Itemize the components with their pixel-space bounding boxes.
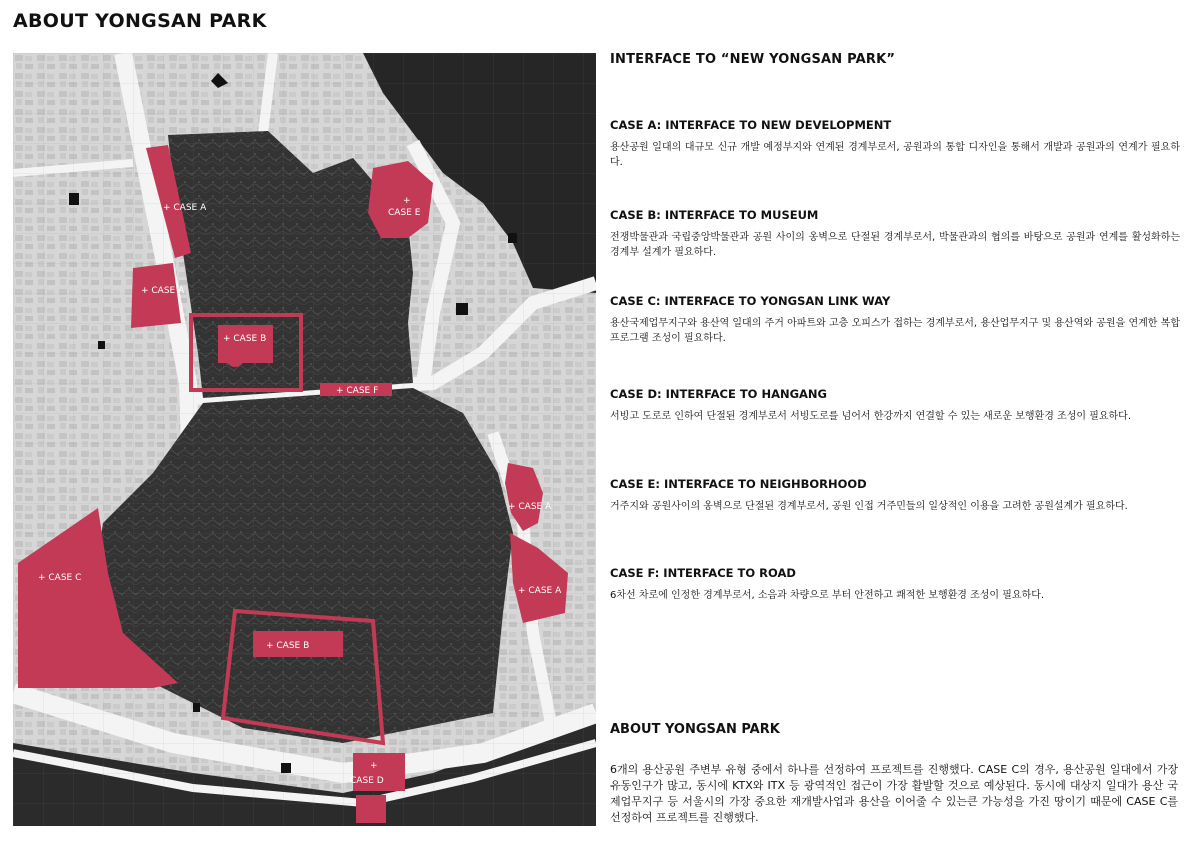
case-f-title: CASE F: INTERFACE TO ROAD <box>610 566 796 580</box>
case-f <box>610 566 1180 603</box>
label-case-f: + CASE F <box>336 386 379 396</box>
building-marker <box>193 703 200 712</box>
label-case-b-2: + CASE B <box>266 641 310 651</box>
about-title: ABOUT YONGSAN PARK <box>610 722 780 737</box>
case-f-desc: 6차선 차로에 인정한 경계부로서, 소음과 차량으로 부터 안전하고 쾌적한 보행환경 조성이 필요하다. <box>610 590 1045 601</box>
case-d-desc: 서빙고 도로로 인하여 단절된 경계부로서 서빙도로를 넘어서 한강까지 연결할 수 있는 새로운 보행환경 조성이 필요하다. <box>610 411 1132 422</box>
case-a <box>610 118 1180 170</box>
label-case-a-4: + CASE A <box>518 586 562 596</box>
zone-case-d-2[interactable] <box>356 795 386 823</box>
building-marker <box>456 303 468 315</box>
case-b-title: CASE B: INTERFACE TO MUSEUM <box>610 208 819 222</box>
building-marker <box>98 341 105 349</box>
label-case-a-1: + CASE A <box>163 203 207 213</box>
label-case-a-2: + CASE A <box>141 286 185 296</box>
label-case-e: CASE E <box>388 208 421 218</box>
case-b-desc: 전쟁박물관과 국립중앙박물관과 공원 사이의 옹벽으로 단절된 경계부로서, 박물관과의 협의를 바탕으로 공원과 연계를 활성화하는 경계부 설계가 필요하다. <box>610 232 1180 258</box>
interface-heading: INTERFACE TO “NEW YONGSAN PARK” <box>610 52 896 67</box>
site-map-svg <box>13 53 596 826</box>
site-map <box>13 53 596 826</box>
case-b <box>610 208 1180 260</box>
svg-text:+: + <box>403 196 411 206</box>
case-e-title: CASE E: INTERFACE TO NEIGHBORHOOD <box>610 477 867 491</box>
label-case-d: CASE D <box>350 776 384 786</box>
case-c <box>610 294 1180 346</box>
case-c-title: CASE C: INTERFACE TO YONGSAN LINK WAY <box>610 294 891 308</box>
building-marker <box>69 193 79 205</box>
case-a-title: CASE A: INTERFACE TO NEW DEVELOPMENT <box>610 118 892 132</box>
case-d <box>610 387 1180 424</box>
page-title: ABOUT YONGSAN PARK <box>13 10 267 32</box>
label-case-a-3: + CASE A <box>508 502 552 512</box>
interface-panel <box>610 52 1180 67</box>
label-case-c: + CASE C <box>38 573 82 583</box>
building-marker <box>281 763 291 773</box>
label-case-b-1: + CASE B <box>223 334 267 344</box>
case-d-title: CASE D: INTERFACE TO HANGANG <box>610 387 828 401</box>
building-marker <box>508 233 517 243</box>
zone-case-b-1-dome <box>226 349 244 367</box>
case-e <box>610 477 1180 514</box>
case-c-desc: 용산국제업무지구와 용산역 일대의 주거 아파트와 고층 오피스가 접하는 경계부로서, 용산업무지구 및 용산역와 공원을 연계한 복합 프로그램 조성이 필요하다. <box>610 318 1180 344</box>
case-e-desc: 거주지와 공원사이의 옹벽으로 단절된 경계부로서, 공원 인접 거주민들의 일상적인 이용을 고려한 공원설계가 필요하다. <box>610 501 1128 512</box>
grid-overlay <box>13 53 596 826</box>
case-a-desc: 용산공원 일대의 대규모 신규 개발 예정부지와 연계된 경계부로서, 공원과의 통합 디자인을 통해서 개발과 공원과의 연계가 필요하다. <box>610 142 1180 168</box>
about-text: 6개의 용산공원 주변부 유형 중에서 하나를 선정하여 프로젝트를 진행했다. CASE C의 경우, 용산공원 일대에서 가장 유동인구가 많고, 동시에 KTX와 ITX 등 광역적인 접근이 가장 활발할 것으로 예상된다. 동시에 대상지 일대가 용산 국제업무지구 등 서울시의 가장 중요한 재개발사업과 용산을 이어줄 수 있는큰 가능성을 가진 땅이기 때문에 CASE C를 선정하여 프로젝트를 진행했다. <box>610 763 1178 824</box>
svg-text:+: + <box>370 761 378 771</box>
